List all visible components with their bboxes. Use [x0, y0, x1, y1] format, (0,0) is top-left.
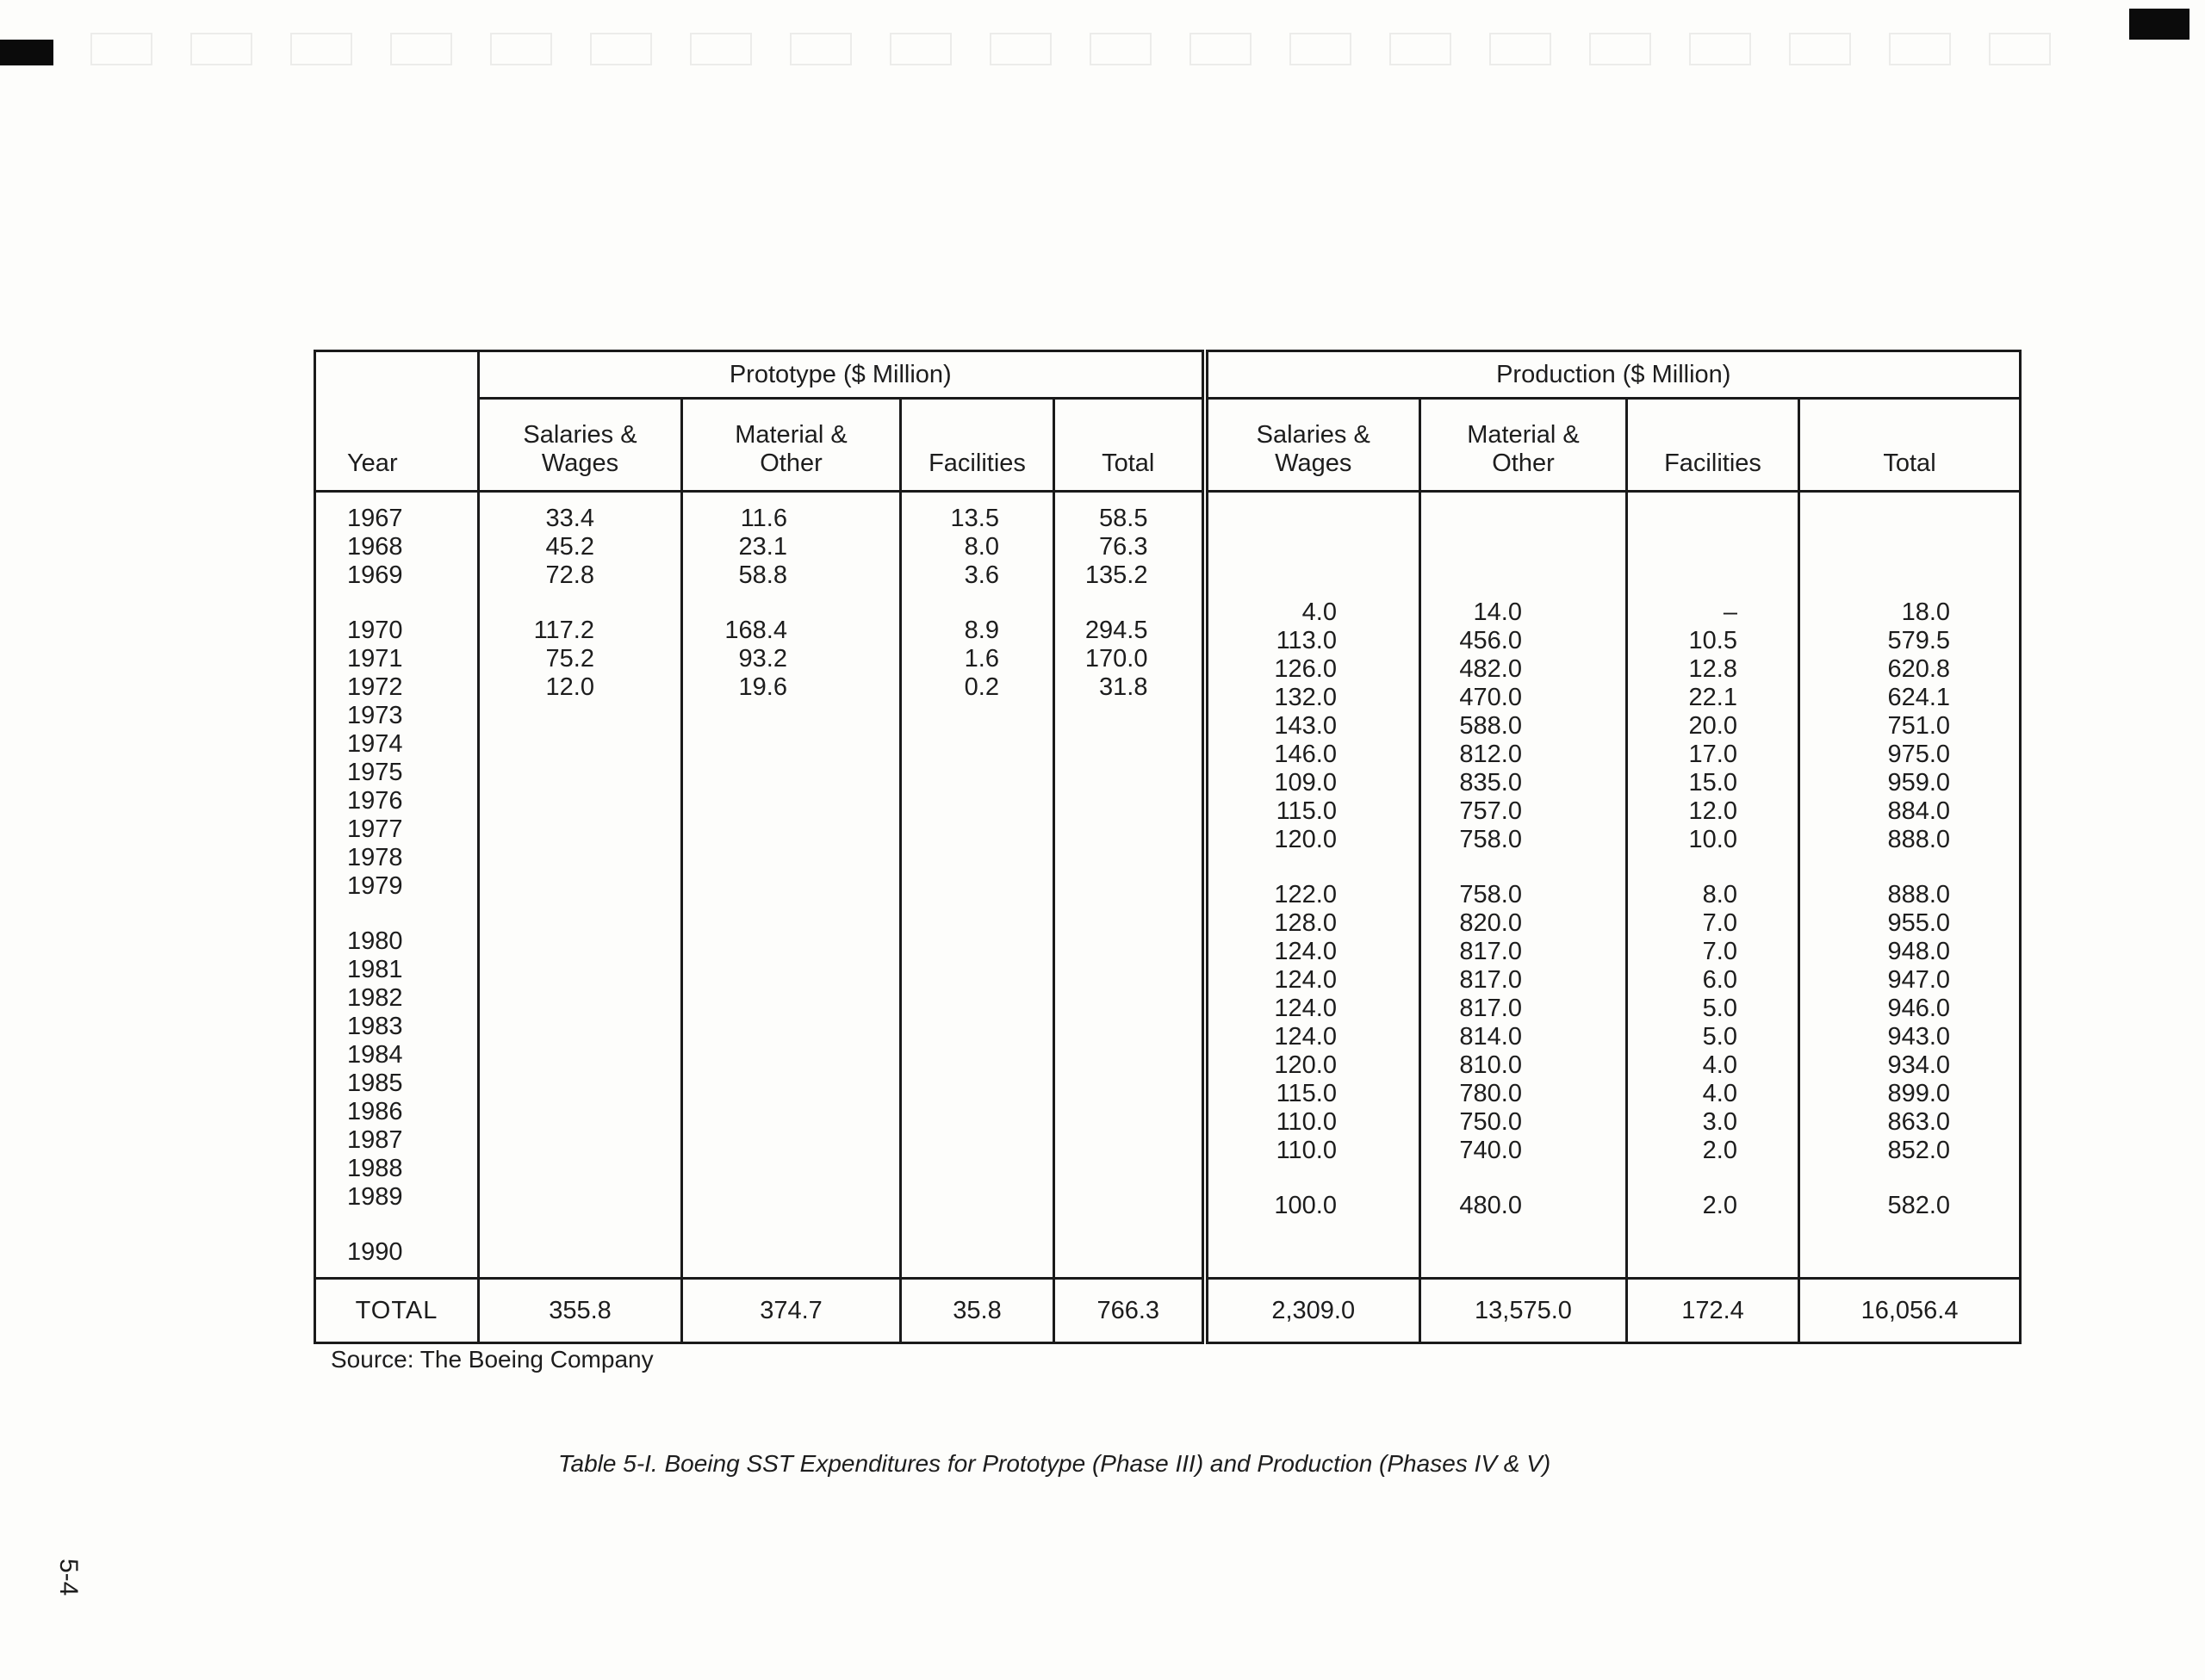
table-cell-value: 117.2 [533, 617, 594, 644]
table-cell-value: 20.0 [1688, 712, 1737, 740]
expenditure-table [314, 350, 2022, 1344]
table-cell-value: 113.0 [1276, 627, 1337, 654]
table-cell-value: 1979 [347, 872, 403, 900]
table-cell-value: 8.0 [1702, 881, 1737, 908]
prod-total-group-4 [1801, 1192, 1950, 1220]
year-group-1967 [347, 505, 476, 590]
total-proto-material: 374.7 [682, 1279, 901, 1343]
proto-facilities-group-2 [903, 617, 999, 702]
table-cell-value: 120.0 [1274, 1051, 1337, 1079]
table-cell-value: 1980 [347, 927, 403, 955]
table-cell-value: 817.0 [1459, 995, 1522, 1022]
table-cell-value: 470.0 [1459, 684, 1522, 711]
total-prod-material: 13,575.0 [1420, 1279, 1627, 1343]
header-line: Wages [1275, 449, 1352, 477]
table-cell-value: – [1723, 598, 1737, 626]
table-cell-value: 758.0 [1459, 826, 1522, 853]
table-cell-value: 6.0 [1702, 966, 1737, 994]
prod-total-header: Total [1799, 399, 2021, 492]
table-cell-value: 10.5 [1688, 627, 1737, 654]
table-cell-value: 1989 [347, 1183, 403, 1211]
table-cell-value: 1974 [347, 730, 403, 758]
table-cell-value: 947.0 [1887, 966, 1951, 994]
proto-total-column [1054, 492, 1205, 1279]
table-cell-value: 14.0 [1473, 598, 1522, 626]
table-cell-value: 93.2 [738, 645, 787, 673]
table-cell-value: 168.4 [724, 617, 787, 644]
prod-salaries-header [1205, 399, 1420, 492]
table-cell-value: 1988 [347, 1155, 403, 1182]
table-cell-value: 75.2 [545, 645, 594, 673]
table-cell-value: 1967 [347, 505, 403, 532]
proto-total-header: Total [1054, 399, 1205, 492]
table-cell-value: 1981 [347, 956, 403, 983]
prod-salaries-group-2 [1209, 598, 1338, 854]
proto-material-header [682, 399, 901, 492]
table-cell-value: 934.0 [1887, 1051, 1951, 1079]
prod-material-column [1420, 492, 1627, 1279]
table-cell-value: 45.2 [545, 533, 594, 561]
table-cell-value: 899.0 [1887, 1080, 1951, 1107]
table-cell-value: 135.2 [1084, 561, 1148, 589]
table-cell-value: 12.8 [1688, 655, 1737, 683]
table-cell-value: 820.0 [1459, 909, 1522, 937]
header-line: Material & [1467, 421, 1580, 449]
table-cell-value: 3.6 [964, 561, 999, 589]
table-cell-value: 1977 [347, 815, 403, 843]
table-cell-value: 740.0 [1459, 1137, 1522, 1164]
prod-facilities-column [1627, 492, 1799, 1279]
table-cell-value: 109.0 [1274, 769, 1337, 797]
group-header-row [315, 351, 2021, 399]
proto-material-group-2 [684, 617, 787, 702]
table-cell-value: 1975 [347, 759, 403, 786]
prod-material-group-4 [1422, 1192, 1522, 1220]
table-cell-value: 4.0 [1702, 1080, 1737, 1107]
table-cell-value: 946.0 [1887, 995, 1951, 1022]
table-cell-value: 1976 [347, 787, 403, 815]
table-cell-value: 110.0 [1276, 1137, 1337, 1164]
table-cell-value: 456.0 [1459, 627, 1522, 654]
page-number: 5-4 [54, 1559, 83, 1596]
total-proto-total: 766.3 [1054, 1279, 1205, 1343]
scan-ghost-boxes [90, 33, 2097, 67]
table-cell-value: 1973 [347, 702, 403, 729]
table-cell-value: 4.0 [1301, 598, 1337, 626]
expenditure-table-container [314, 350, 2019, 1344]
table-cell-value: 5.0 [1702, 1023, 1737, 1051]
table-cell-value: 1982 [347, 984, 403, 1012]
table-cell-value: 579.5 [1887, 627, 1951, 654]
table-cell-value: 884.0 [1887, 797, 1951, 825]
prod-total-column [1799, 492, 2021, 1279]
table-cell-value: 10.0 [1688, 826, 1737, 853]
proto-salaries-column [479, 492, 682, 1279]
proto-total-group-1 [1056, 505, 1148, 590]
table-cell-value: 115.0 [1276, 797, 1337, 825]
year-group-1970 [347, 617, 476, 901]
proto-facilities-header: Facilities [901, 399, 1054, 492]
table-cell-value: 7.0 [1702, 909, 1737, 937]
prod-facilities-group-3 [1629, 881, 1737, 1165]
table-cell-value: 12.0 [1688, 797, 1737, 825]
table-cell-value: 975.0 [1887, 741, 1951, 768]
table-cell-value: 170.0 [1084, 645, 1148, 673]
table-cell-value: 751.0 [1887, 712, 1951, 740]
prod-salaries-group-4 [1209, 1192, 1338, 1220]
table-cell-value: 4.0 [1702, 1051, 1737, 1079]
table-cell-value: 1970 [347, 617, 403, 644]
prod-salaries-group-3 [1209, 881, 1338, 1165]
header-line: Material & [735, 421, 848, 449]
table-cell-value: 15.0 [1688, 769, 1737, 797]
prod-facilities-group-2 [1629, 598, 1737, 854]
table-cell-value: 888.0 [1887, 881, 1951, 908]
total-proto-salaries: 355.8 [479, 1279, 682, 1343]
table-cell-value: 888.0 [1887, 826, 1951, 853]
table-cell-value: 1978 [347, 844, 403, 871]
table-cell-value: 959.0 [1887, 769, 1951, 797]
table-cell-value: 72.8 [545, 561, 594, 589]
table-cell-value: 128.0 [1274, 909, 1337, 937]
table-cell-value: 750.0 [1459, 1108, 1522, 1136]
proto-salaries-group-1 [481, 505, 594, 590]
table-cell-value: 19.6 [738, 673, 787, 701]
table-cell-value: 1986 [347, 1098, 403, 1125]
table-cell-value: 817.0 [1459, 938, 1522, 965]
total-prod-facilities: 172.4 [1627, 1279, 1799, 1343]
table-cell-value: 955.0 [1887, 909, 1951, 937]
prod-facilities-header: Facilities [1627, 399, 1799, 492]
total-prod-total: 16,056.4 [1799, 1279, 2021, 1343]
table-cell-value: 58.8 [738, 561, 787, 589]
year-group-1990 [347, 1238, 476, 1267]
table-cell-value: 810.0 [1459, 1051, 1522, 1079]
prod-facilities-group-4 [1629, 1192, 1737, 1220]
table-cell-value: 812.0 [1459, 741, 1522, 768]
table-cell-value: 1.6 [964, 645, 999, 673]
table-cell-value: 0.2 [964, 673, 999, 701]
table-cell-value: 294.5 [1084, 617, 1148, 644]
table-cell-value: 624.1 [1887, 684, 1951, 711]
table-cell-value: 1968 [347, 533, 403, 561]
table-cell-value: 757.0 [1459, 797, 1522, 825]
scan-registration-mark-right [2129, 9, 2189, 40]
table-cell-value: 17.0 [1688, 741, 1737, 768]
proto-salaries-group-2 [481, 617, 594, 702]
table-cell-value: 122.0 [1274, 881, 1337, 908]
totals-label: TOTAL [315, 1279, 479, 1343]
total-proto-facilities: 35.8 [901, 1279, 1054, 1343]
table-cell-value: 758.0 [1459, 881, 1522, 908]
header-line: Salaries & [1256, 421, 1370, 449]
table-cell-value: 814.0 [1459, 1023, 1522, 1051]
prod-material-header [1420, 399, 1627, 492]
header-line: Other [760, 449, 823, 477]
table-cell-value: 33.4 [545, 505, 594, 532]
table-cell-value: 1969 [347, 561, 403, 589]
table-cell-value: 13.5 [950, 505, 999, 532]
prod-total-group-3 [1801, 881, 1950, 1165]
table-cell-value: 23.1 [738, 533, 787, 561]
table-cell-value: 11.6 [740, 505, 787, 532]
table-cell-value: 115.0 [1276, 1080, 1337, 1107]
prototype-group-header: Prototype ($ Million) [479, 351, 1205, 399]
source-note: Source: The Boeing Company [331, 1346, 654, 1373]
table-cell-value: 948.0 [1887, 938, 1951, 965]
scan-registration-mark-left [0, 40, 53, 65]
table-cell-value: 120.0 [1274, 826, 1337, 853]
table-cell-value: 1985 [347, 1069, 403, 1097]
prod-material-group-3 [1422, 881, 1522, 1165]
header-line: Salaries & [523, 421, 637, 449]
table-cell-value: 126.0 [1274, 655, 1337, 683]
table-cell-value: 817.0 [1459, 966, 1522, 994]
proto-total-group-2 [1056, 617, 1148, 702]
year-column [315, 492, 479, 1279]
table-cell-value: 943.0 [1887, 1023, 1951, 1051]
table-cell-value: 852.0 [1887, 1137, 1951, 1164]
table-caption: Table 5-I. Boeing SST Expenditures for Prototype (Phase III) and Production (Phases IV & V) [558, 1450, 1551, 1477]
table-cell-value: 76.3 [1099, 533, 1148, 561]
table-cell-value: 1971 [347, 645, 403, 673]
proto-facilities-group-1 [903, 505, 999, 590]
table-cell-value: 1990 [347, 1238, 403, 1266]
table-cell-value: 100.0 [1274, 1192, 1337, 1219]
table-cell-value: 835.0 [1459, 769, 1522, 797]
table-body-row [315, 492, 2021, 1279]
table-cell-value: 124.0 [1274, 966, 1337, 994]
prod-total-group-2 [1801, 598, 1950, 854]
column-header-row [315, 399, 2021, 492]
year-group-1980 [347, 927, 476, 1212]
table-cell-value: 588.0 [1459, 712, 1522, 740]
header-line: Wages [541, 449, 619, 477]
production-group-header: Production ($ Million) [1205, 351, 2021, 399]
table-cell-value: 482.0 [1459, 655, 1522, 683]
table-cell-value: 18.0 [1901, 598, 1951, 626]
total-prod-salaries: 2,309.0 [1205, 1279, 1420, 1343]
table-cell-value: 58.5 [1099, 505, 1148, 532]
table-cell-value: 124.0 [1274, 995, 1337, 1022]
table-cell-value: 863.0 [1887, 1108, 1951, 1136]
table-cell-value: 124.0 [1274, 938, 1337, 965]
prod-salaries-column [1205, 492, 1420, 1279]
table-cell-value: 12.0 [545, 673, 594, 701]
prod-material-group-2 [1422, 598, 1522, 854]
table-cell-value: 132.0 [1274, 684, 1337, 711]
totals-row [315, 1279, 2021, 1343]
proto-material-column [682, 492, 901, 1279]
proto-material-group-1 [684, 505, 787, 590]
table-cell-value: 480.0 [1459, 1192, 1522, 1219]
table-cell-value: 620.8 [1887, 655, 1951, 683]
table-cell-value: 2.0 [1702, 1137, 1737, 1164]
header-line: Other [1492, 449, 1555, 477]
table-cell-value: 1984 [347, 1041, 403, 1069]
proto-salaries-header [479, 399, 682, 492]
year-header: Year [315, 351, 479, 492]
table-cell-value: 8.9 [964, 617, 999, 644]
table-cell-value: 143.0 [1274, 712, 1337, 740]
table-cell-value: 110.0 [1276, 1108, 1337, 1136]
table-cell-value: 31.8 [1099, 673, 1148, 701]
table-cell-value: 8.0 [964, 533, 999, 561]
proto-facilities-column [901, 492, 1054, 1279]
table-cell-value: 1972 [347, 673, 403, 701]
table-cell-value: 1983 [347, 1013, 403, 1040]
table-cell-value: 3.0 [1702, 1108, 1737, 1136]
table-cell-value: 582.0 [1887, 1192, 1951, 1219]
table-cell-value: 146.0 [1274, 741, 1337, 768]
table-cell-value: 1987 [347, 1126, 403, 1154]
table-cell-value: 22.1 [1688, 684, 1737, 711]
table-cell-value: 7.0 [1702, 938, 1737, 965]
table-cell-value: 780.0 [1459, 1080, 1522, 1107]
table-cell-value: 2.0 [1702, 1192, 1737, 1219]
table-cell-value: 5.0 [1702, 995, 1737, 1022]
table-cell-value: 124.0 [1274, 1023, 1337, 1051]
